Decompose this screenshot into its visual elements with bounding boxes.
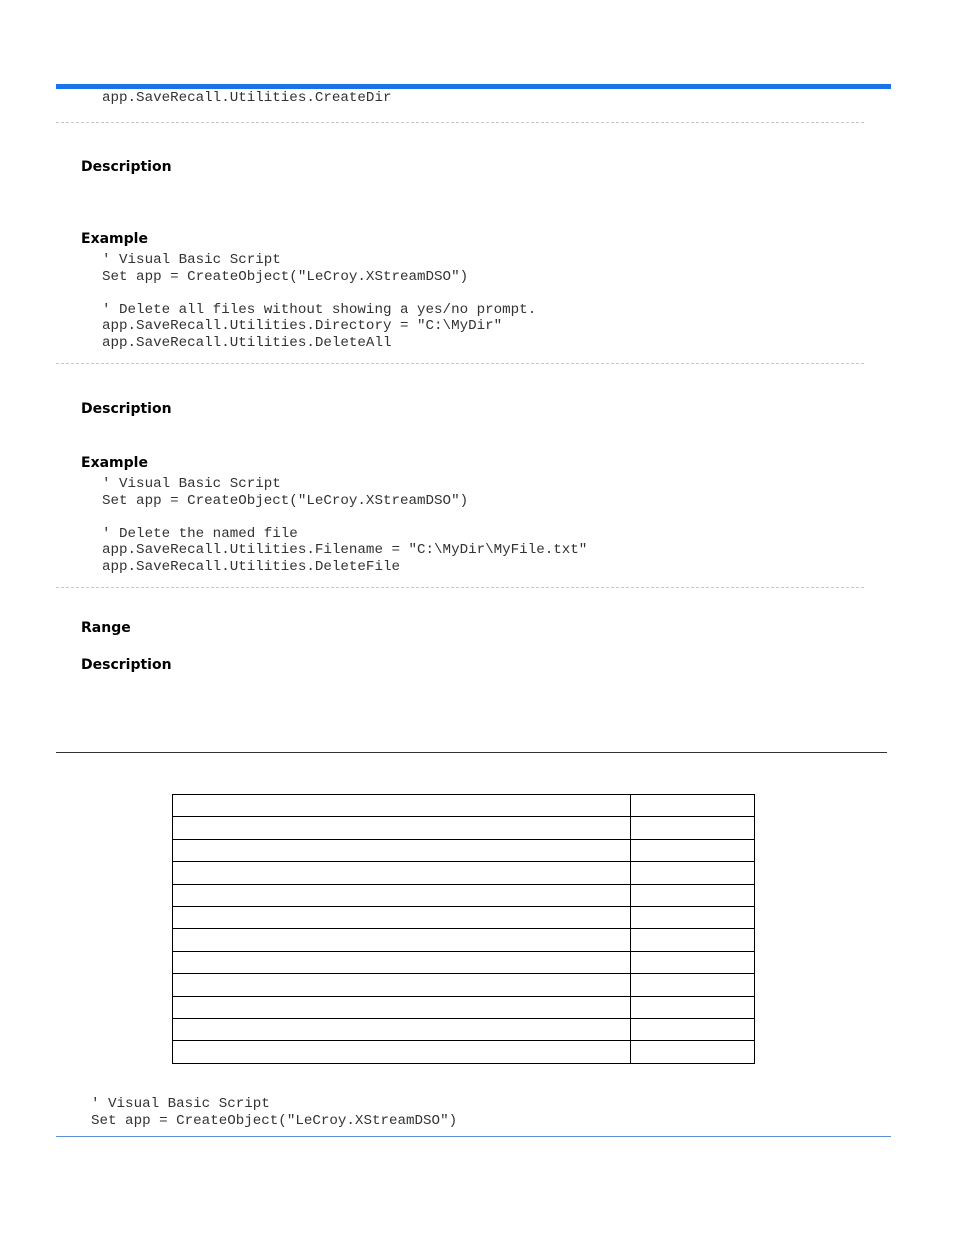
description-heading: Description bbox=[81, 657, 172, 673]
section-divider bbox=[56, 363, 864, 364]
description-heading: Description bbox=[81, 159, 172, 175]
code-bottom-example: ' Visual Basic Script Set app = CreateObject("LeCroy.XStreamDSO") bbox=[91, 1096, 458, 1129]
table-cell-description bbox=[631, 974, 755, 996]
table-row bbox=[173, 906, 755, 928]
range-table bbox=[172, 794, 755, 1064]
code-create-dir: app.SaveRecall.Utilities.CreateDir bbox=[102, 90, 392, 106]
table-cell-value bbox=[173, 929, 631, 951]
table-row bbox=[173, 884, 755, 906]
table-row bbox=[173, 817, 755, 839]
description-heading: Description bbox=[81, 401, 172, 417]
header-accent-bar bbox=[56, 84, 891, 89]
table-cell-value bbox=[173, 1018, 631, 1040]
example-heading: Example bbox=[81, 231, 148, 247]
section-divider bbox=[56, 122, 864, 123]
table-cell-value bbox=[173, 817, 631, 839]
table-row bbox=[173, 839, 755, 861]
table-cell-description bbox=[631, 1018, 755, 1040]
table-cell-value bbox=[173, 906, 631, 928]
range-heading: Range bbox=[81, 620, 131, 636]
table-cell-description bbox=[631, 996, 755, 1018]
table-row bbox=[173, 1041, 755, 1063]
table-cell-value bbox=[173, 1041, 631, 1063]
table-cell-description bbox=[631, 951, 755, 973]
table-row bbox=[173, 795, 755, 817]
table-row bbox=[173, 929, 755, 951]
table-cell-value bbox=[173, 795, 631, 817]
table-cell-description bbox=[631, 929, 755, 951]
table-cell-value bbox=[173, 951, 631, 973]
table-cell-value bbox=[173, 862, 631, 884]
table-cell-value bbox=[173, 996, 631, 1018]
table-row bbox=[173, 974, 755, 996]
table-row bbox=[173, 951, 755, 973]
table-cell-value bbox=[173, 974, 631, 996]
table-cell-description bbox=[631, 1041, 755, 1063]
code-delete-all: ' Visual Basic Script Set app = CreateObject("LeCroy.XStreamDSO") ' Delete all files without showing a yes/no prompt. app.SaveRecall.Utilities.Directory = "C:\MyDir" app.SaveRecall.Utilities.DeleteAll bbox=[102, 252, 537, 351]
table-row bbox=[173, 1018, 755, 1040]
table-cell-description bbox=[631, 884, 755, 906]
table-row bbox=[173, 996, 755, 1018]
table-cell-value bbox=[173, 839, 631, 861]
table-cell-description bbox=[631, 906, 755, 928]
horizontal-rule bbox=[56, 752, 887, 753]
section-divider bbox=[56, 587, 864, 588]
table-cell-description bbox=[631, 862, 755, 884]
table-row bbox=[173, 862, 755, 884]
table-cell-value bbox=[173, 884, 631, 906]
table-cell-description bbox=[631, 817, 755, 839]
example-heading: Example bbox=[81, 455, 148, 471]
footer-rule bbox=[56, 1136, 891, 1137]
table-cell-description bbox=[631, 795, 755, 817]
code-delete-file: ' Visual Basic Script Set app = CreateObject("LeCroy.XStreamDSO") ' Delete the named file app.SaveRecall.Utilities.Filename = "C:\MyDir\MyFile.txt" app.SaveRecall.Utilities.DeleteFile bbox=[102, 476, 588, 575]
table-cell-description bbox=[631, 839, 755, 861]
